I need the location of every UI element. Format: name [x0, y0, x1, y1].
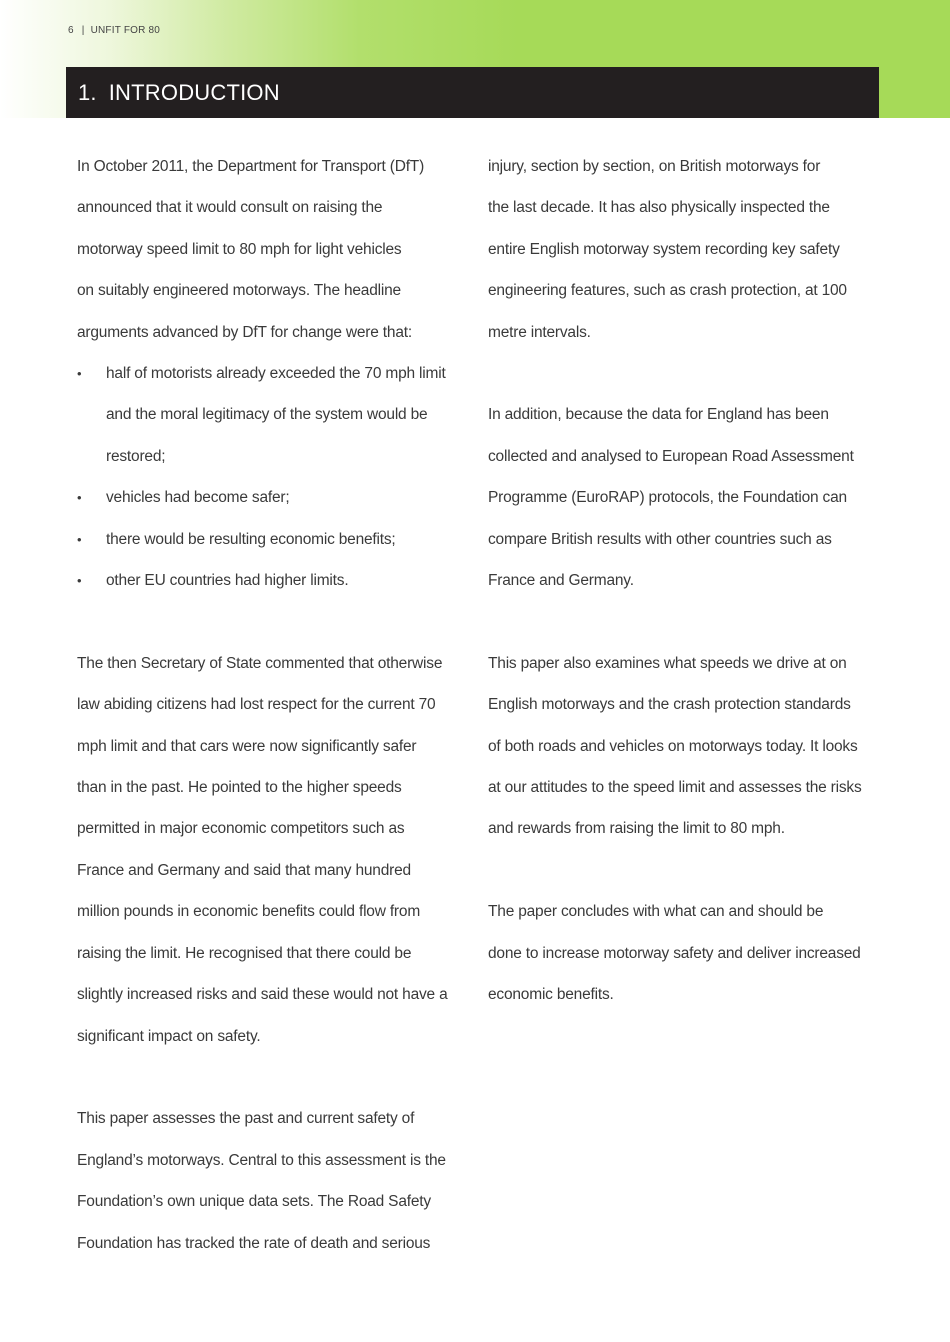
running-header [68, 25, 160, 36]
text-line: and the moral legitimacy of the system would be [106, 406, 428, 424]
text-line: million pounds in economic benefits could flow from [77, 903, 421, 921]
text-line: France and Germany and said that many hundred [77, 861, 411, 879]
paragraph-eurorap [488, 394, 888, 601]
text-line: Foundation’s own unique data sets. The Road Safety [77, 1193, 431, 1211]
text-line: at our attitudes to the speed limit and assesses the risks [488, 779, 862, 797]
text-line: metre intervals. [488, 323, 591, 341]
text-line: there would be resulting economic benefits; [106, 530, 396, 548]
text-line: other EU countries had higher limits. [106, 572, 349, 590]
text-line: England’s motorways. Central to this assessment is the [77, 1151, 446, 1169]
text-line: The paper concludes with what can and should be [488, 903, 824, 921]
text-line: France and Germany. [488, 572, 634, 590]
paragraph-conclusion [488, 891, 888, 1015]
text-line: the last decade. It has also physically inspected the [488, 199, 830, 217]
text-line: done to increase motorway safety and deliver increased [488, 944, 861, 962]
paragraph-gap [77, 1057, 472, 1098]
text-line: English motorways and the crash protection standards [488, 696, 851, 714]
text-line: The then Secretary of State commented that otherwise [77, 654, 443, 672]
text-line: collected and analysed to European Road Assessment [488, 447, 854, 465]
text-line: raising the limit. He recognised that there could be [77, 944, 412, 962]
text-line: restored; [106, 447, 166, 465]
paragraph-injury-tracking [488, 146, 888, 353]
text-line: engineering features, such as crash protection, at 100 [488, 282, 847, 300]
bullet-icon: • [77, 490, 82, 506]
paragraph-gap [488, 850, 888, 891]
text-line: entire English motorway system recording key safety [488, 240, 840, 258]
list-item [77, 560, 472, 601]
text-line: Foundation has tracked the rate of death and serious [77, 1234, 431, 1252]
paragraph-assessment [77, 1098, 472, 1264]
text-line: and rewards from raising the limit to 80 mph. [488, 820, 785, 838]
paragraph-gap [488, 601, 888, 642]
text-line: law abiding citizens had lost respect for the current 70 [77, 696, 436, 714]
right-column [488, 146, 888, 1015]
text-line: half of motorists already exceeded the 70 mph limit [106, 365, 446, 383]
text-line: In addition, because the data for England has been [488, 406, 829, 424]
arguments-bullet-list [77, 353, 472, 601]
running-title: UNFIT FOR 80 [90, 25, 161, 36]
left-column [77, 146, 472, 1264]
section-title: INTRODUCTION [108, 80, 280, 105]
paragraph-secretary-of-state [77, 643, 472, 1057]
paragraph-gap [77, 601, 472, 642]
page-number: 6 [68, 25, 74, 36]
text-line: economic benefits. [488, 986, 614, 1004]
text-line: significant impact on safety. [77, 1027, 261, 1045]
text-line: Programme (EuroRAP) protocols, the Foundation can [488, 489, 847, 507]
text-line: permitted in major economic competitors such as [77, 820, 405, 838]
list-item [77, 519, 472, 560]
text-line: than in the past. He pointed to the higher speeds [77, 779, 402, 797]
text-line: of both roads and vehicles on motorways today. It looks [488, 737, 858, 755]
list-item [77, 353, 472, 477]
text-line: This paper assesses the past and current safety of [77, 1110, 415, 1128]
section-number: 1. [78, 80, 97, 105]
text-line: compare British results with other countries such as [488, 530, 832, 548]
text-line: motorway speed limit to 80 mph for light vehicles [77, 240, 402, 258]
header-separator: | [81, 25, 85, 36]
paragraph-intro [77, 146, 472, 353]
text-line: vehicles had become safer; [106, 489, 290, 507]
paragraph-speeds-attitudes [488, 643, 888, 850]
text-line: on suitably engineered motorways. The headline [77, 282, 401, 300]
bullet-icon: • [77, 531, 82, 547]
text-line: injury, section by section, on British motorways for [488, 158, 821, 175]
bullet-icon: • [77, 366, 82, 382]
text-line: mph limit and that cars were now significantly safer [77, 737, 417, 755]
paragraph-gap [488, 353, 888, 394]
text-line: In October 2011, the Department for Transport (DfT) [77, 158, 425, 175]
section-title-bar [66, 67, 879, 118]
text-line: announced that it would consult on raising the [77, 199, 383, 217]
list-item [77, 477, 472, 518]
text-line: slightly increased risks and said these would not have a [77, 986, 448, 1004]
text-line: This paper also examines what speeds we drive at on [488, 654, 847, 672]
text-line: arguments advanced by DfT for change were that: [77, 323, 412, 341]
bullet-icon: • [77, 573, 82, 589]
